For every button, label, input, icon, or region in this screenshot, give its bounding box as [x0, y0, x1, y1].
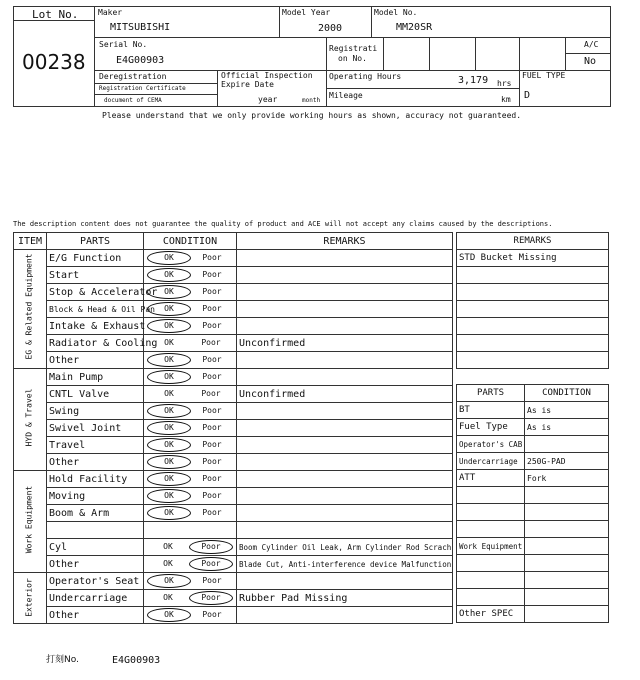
remark-cell	[237, 369, 453, 386]
part-name: Moving	[47, 488, 144, 505]
spec-condition	[525, 572, 609, 589]
spec-condition: 250G-PAD	[525, 453, 609, 470]
category-label: HYD & Travel	[24, 388, 34, 447]
spec-condition	[525, 487, 609, 504]
remark-cell	[237, 471, 453, 488]
spec-part	[457, 487, 525, 504]
part-name: Block & Head & Oil Pan	[47, 301, 144, 318]
spec-condition: As is	[525, 402, 609, 419]
poor-option: Poor	[202, 423, 222, 432]
category-label: EG & Related Equipment	[24, 253, 34, 360]
remark-cell: Boom Cylinder Oil Leak, Arm Cylinder Rod Scrach	[237, 539, 453, 556]
ok-option: OK	[147, 251, 191, 265]
remark-cell	[457, 284, 609, 301]
condition-cell	[144, 590, 237, 607]
stamp-number-value: E4G00903	[112, 655, 161, 666]
cema-label: document of CEMA	[104, 97, 162, 104]
ok-option: OK	[147, 319, 191, 333]
spec-part	[457, 572, 525, 589]
part-name	[47, 522, 144, 539]
condition-cell	[144, 573, 237, 590]
part-name: Travel	[47, 437, 144, 454]
hours-note: Please understand that we only provide working hours as shown, accuracy not guaranteed.	[102, 111, 522, 120]
condition-cell	[144, 267, 237, 284]
spec-part	[457, 504, 525, 521]
table-row	[14, 505, 453, 522]
condition-cell	[144, 335, 237, 352]
remark-cell	[237, 301, 453, 318]
part-name: Boom & Arm	[47, 505, 144, 522]
fuel-type-label: FUEL TYPE	[522, 71, 566, 80]
remark-cell	[237, 437, 453, 454]
table-row	[457, 453, 609, 470]
table-row	[457, 284, 609, 301]
spec-condition	[525, 521, 609, 538]
poor-option: Poor	[202, 610, 222, 619]
ac-value: No	[584, 56, 597, 67]
condition-header: CONDITION	[144, 233, 237, 250]
table-row	[457, 521, 609, 538]
ok-option: OK	[147, 302, 191, 316]
ok-option: OK	[164, 338, 174, 347]
condition-cell	[144, 488, 237, 505]
table-row	[457, 318, 609, 335]
serial-label: Serial No.	[99, 40, 148, 49]
spec-condition	[525, 555, 609, 572]
model-year-value: 2000	[318, 23, 343, 34]
remark-cell	[457, 318, 609, 335]
ok-option: OK	[147, 370, 191, 384]
table-row	[457, 487, 609, 504]
remark-cell	[237, 607, 453, 624]
poor-option: Poor	[189, 557, 233, 571]
ok-option: OK	[147, 489, 191, 503]
spec-part	[457, 589, 525, 606]
inspection-label: Official Inspection	[221, 71, 313, 80]
poor-option: Poor	[189, 540, 233, 554]
registration-label-2: on No.	[338, 54, 367, 63]
disclaimer: The description content does not guarantee the quality of product and ACE will not accept any claims caused by the descriptions.	[13, 220, 553, 228]
poor-option: Poor	[202, 508, 222, 517]
remark-cell	[237, 318, 453, 335]
part-name: Operator's Seat	[47, 573, 144, 590]
remarks-header: REMARKS	[237, 233, 453, 250]
condition-cell	[144, 369, 237, 386]
poor-option: Poor	[202, 491, 222, 500]
model-no-value: MM20SR	[396, 22, 433, 33]
condition-cell	[144, 250, 237, 267]
spec-part	[457, 555, 525, 572]
spec-part: ATT	[457, 470, 525, 487]
ok-option: OK	[147, 438, 191, 452]
inspection-table	[13, 232, 453, 624]
poor-option: Poor	[202, 304, 222, 313]
table-row	[14, 267, 453, 284]
part-name: Other	[47, 454, 144, 471]
remark-cell	[237, 505, 453, 522]
remark-cell	[237, 420, 453, 437]
ok-option: OK	[164, 389, 174, 398]
item-header: ITEM	[14, 233, 47, 250]
condition-cell	[144, 301, 237, 318]
remark-cell	[237, 522, 453, 539]
spec-parts-header: PARTS	[457, 385, 525, 402]
remark-cell: Unconfirmed	[237, 335, 453, 352]
table-row	[14, 420, 453, 437]
remark-cell	[457, 335, 609, 352]
table-row	[457, 402, 609, 419]
table-row	[457, 352, 609, 369]
remark-cell	[237, 352, 453, 369]
spec-part: BT	[457, 402, 525, 419]
remark-cell	[457, 352, 609, 369]
part-name: Radiator & Cooling	[47, 335, 144, 352]
poor-option: Poor	[189, 591, 233, 605]
ok-option: OK	[163, 559, 173, 568]
part-name: Undercarriage	[47, 590, 144, 607]
spec-condition: Fork	[525, 470, 609, 487]
ok-option: OK	[147, 404, 191, 418]
spec-part	[457, 521, 525, 538]
deregistration-label: Deregistration	[99, 72, 167, 81]
remark-cell	[457, 301, 609, 318]
ok-option: OK	[147, 608, 191, 622]
poor-option: Poor	[202, 457, 222, 466]
table-row	[14, 335, 453, 352]
table-row	[14, 556, 453, 573]
ok-option: OK	[147, 421, 191, 435]
condition-cell	[144, 471, 237, 488]
part-name: Hold Facility	[47, 471, 144, 488]
condition-cell	[144, 352, 237, 369]
model-year-label: Model Year	[282, 8, 331, 17]
condition-cell	[144, 284, 237, 301]
km-label: km	[501, 95, 511, 104]
part-name: Stop & Accelerator	[47, 284, 144, 301]
spec-part: Undercarriage	[457, 453, 525, 470]
model-no-label: Model No.	[374, 8, 418, 17]
condition-cell	[144, 318, 237, 335]
part-name: Other	[47, 556, 144, 573]
hrs-label: hrs	[497, 79, 512, 88]
table-row	[14, 403, 453, 420]
part-name: Swivel Joint	[47, 420, 144, 437]
table-row	[14, 573, 453, 590]
ac-label: A/C	[584, 40, 599, 49]
condition-cell	[144, 556, 237, 573]
month-label: month	[302, 97, 321, 104]
poor-option: Poor	[202, 576, 222, 585]
table-row	[14, 488, 453, 505]
spec-part: Operator's CAB	[457, 436, 525, 453]
ok-option: OK	[147, 574, 191, 588]
remark-cell	[237, 403, 453, 420]
mileage-label: Mileage	[329, 91, 363, 100]
table-row	[14, 454, 453, 471]
table-row	[457, 606, 609, 623]
table-row	[14, 539, 453, 556]
part-name: E/G Function	[47, 250, 144, 267]
table-row	[457, 250, 609, 267]
right-remarks-table	[456, 232, 609, 369]
table-row	[14, 522, 453, 539]
table-row	[457, 555, 609, 572]
table-row	[14, 590, 453, 607]
operating-hours-label: Operating Hours	[329, 72, 402, 81]
remark-cell: Unconfirmed	[237, 386, 453, 403]
remarks-right-header: REMARKS	[457, 233, 609, 250]
remark-cell	[237, 454, 453, 471]
spec-condition	[525, 589, 609, 606]
remark-cell	[237, 573, 453, 590]
poor-option: Poor	[201, 389, 221, 398]
part-name: Cyl	[47, 539, 144, 556]
lot-number: 00238	[22, 50, 86, 74]
registration-label: Registrati	[329, 44, 378, 53]
part-name: Start	[47, 267, 144, 284]
parts-header: PARTS	[47, 233, 144, 250]
ok-option: OK	[163, 593, 173, 602]
ok-option: OK	[147, 455, 191, 469]
spec-part: Fuel Type	[457, 419, 525, 436]
poor-option: Poor	[202, 406, 222, 415]
poor-option: Poor	[202, 253, 222, 262]
table-row	[14, 437, 453, 454]
condition-cell	[144, 437, 237, 454]
spec-part: Work Equipment	[457, 538, 525, 555]
condition-cell	[144, 539, 237, 556]
category-label: Exterior	[24, 578, 34, 617]
condition-cell	[144, 505, 237, 522]
table-row	[457, 504, 609, 521]
condition-cell	[144, 454, 237, 471]
table-row	[14, 386, 453, 403]
remark-cell	[237, 284, 453, 301]
remark-cell: STD Bucket Missing	[457, 250, 609, 267]
ok-option: OK	[147, 353, 191, 367]
lot-label: Lot No.	[32, 8, 79, 21]
condition-cell	[144, 420, 237, 437]
ok-option: OK	[147, 268, 191, 282]
table-row	[457, 589, 609, 606]
spec-part: Other SPEC	[457, 606, 525, 623]
poor-option: Poor	[201, 338, 221, 347]
inspection-label-2: Expire Date	[221, 80, 274, 89]
table-row	[14, 284, 453, 301]
spec-condition	[525, 538, 609, 555]
serial-value: E4G00903	[116, 55, 165, 66]
stamp-number-label: 打刻No.	[46, 655, 79, 665]
year-label: year	[258, 95, 278, 104]
maker-value: MITSUBISHI	[110, 22, 171, 33]
table-row	[457, 470, 609, 487]
remark-cell	[237, 267, 453, 284]
part-name: Main Pump	[47, 369, 144, 386]
part-name: Other	[47, 607, 144, 624]
ok-option: OK	[147, 472, 191, 486]
table-row	[14, 318, 453, 335]
table-row	[457, 538, 609, 555]
ok-option: OK	[147, 506, 191, 520]
spec-condition-header: CONDITION	[525, 385, 609, 402]
part-name: CNTL Valve	[47, 386, 144, 403]
table-row	[14, 607, 453, 624]
spec-condition: As is	[525, 419, 609, 436]
remark-cell	[237, 250, 453, 267]
table-row	[14, 369, 453, 386]
part-name: Other	[47, 352, 144, 369]
table-row	[457, 301, 609, 318]
poor-option: Poor	[202, 321, 222, 330]
spec-table	[456, 384, 609, 623]
spec-condition	[525, 504, 609, 521]
operating-hours-value: 3,179	[458, 75, 489, 86]
table-row	[14, 471, 453, 488]
remark-cell	[457, 267, 609, 284]
remark-cell	[237, 488, 453, 505]
spec-condition	[525, 436, 609, 453]
table-row	[14, 250, 453, 267]
condition-cell	[144, 607, 237, 624]
condition-cell	[144, 386, 237, 403]
spec-condition	[525, 606, 609, 623]
part-name: Swing	[47, 403, 144, 420]
part-name: Intake & Exhaust	[47, 318, 144, 335]
remark-cell: Rubber Pad Missing	[237, 590, 453, 607]
poor-option: Poor	[202, 287, 222, 296]
poor-option: Poor	[202, 355, 222, 364]
table-row	[457, 267, 609, 284]
poor-option: Poor	[202, 270, 222, 279]
condition-cell	[144, 403, 237, 420]
poor-option: Poor	[202, 474, 222, 483]
fuel-type-value: D	[524, 90, 531, 101]
remark-cell: Blade Cut, Anti-interference device Malfunction	[237, 556, 453, 573]
ok-option: OK	[163, 542, 173, 551]
table-row	[457, 419, 609, 436]
poor-option: Poor	[202, 372, 222, 381]
reg-cert-label: Registration Certificate	[99, 85, 186, 92]
poor-option: Poor	[202, 440, 222, 449]
table-row	[457, 335, 609, 352]
table-row	[14, 301, 453, 318]
table-row	[457, 436, 609, 453]
ok-option: OK	[147, 285, 191, 299]
maker-label: Maker	[98, 8, 123, 17]
condition-cell	[144, 522, 237, 539]
table-row	[457, 572, 609, 589]
table-row	[14, 352, 453, 369]
category-label: Work Equipment	[24, 485, 34, 554]
